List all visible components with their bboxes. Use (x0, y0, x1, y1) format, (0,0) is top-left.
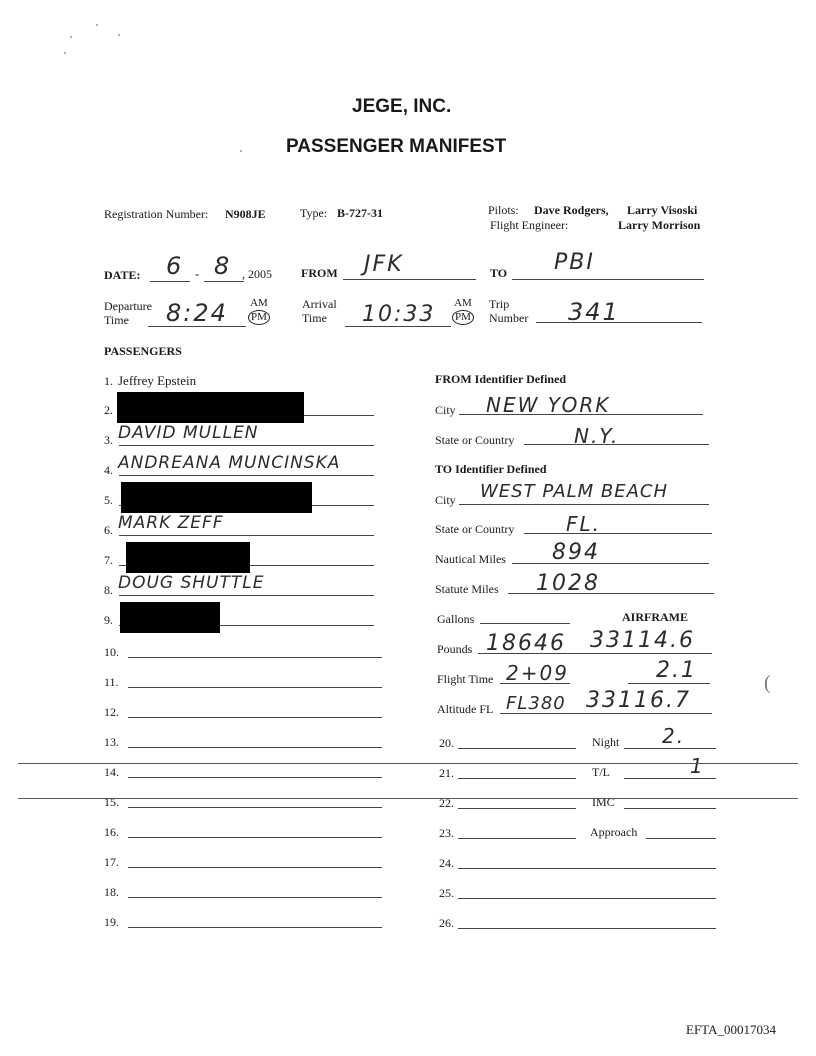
airframe-label: AIRFRAME (622, 610, 688, 624)
right-row-number: 22. (439, 796, 454, 810)
to-state-value: FL. (566, 512, 602, 536)
arrival-pm-circled: PM (452, 310, 474, 325)
departure-ampm (248, 297, 270, 325)
right-row-number: 21. (439, 766, 454, 780)
redaction-box (121, 482, 312, 513)
arrival-label-1: Arrival (302, 297, 337, 311)
passenger-number: 11. (104, 675, 119, 689)
scan-speck (240, 150, 242, 152)
to-state-label: State or Country (435, 522, 515, 536)
passenger-number: 7. (104, 553, 113, 567)
right-row-line (458, 868, 716, 869)
passenger-name: ANDREANA MUNCINSKA (118, 453, 341, 473)
right-row-number: 26. (439, 916, 454, 930)
right-row-label: T/L (592, 765, 610, 779)
bates-number: EFTA_00017034 (686, 1022, 776, 1037)
departure-label-1: Departure (104, 299, 152, 313)
altitude-airframe-value: 33116.7 (586, 688, 691, 713)
nautical-miles-value: 894 (552, 540, 600, 565)
to-identifier-heading: TO Identifier Defined (435, 462, 547, 476)
registration-value: N908JE (225, 207, 266, 221)
passenger-number: 18. (104, 885, 119, 899)
passenger-number: 4. (104, 463, 113, 477)
date-label: DATE: (104, 268, 141, 282)
scan-speck (70, 36, 72, 38)
scan-streak-line (18, 763, 798, 764)
passenger-line (128, 657, 382, 658)
passenger-number: 6. (104, 523, 113, 537)
date-year: , 2005 (242, 267, 272, 281)
right-row-value-line (624, 778, 716, 779)
departure-value: 8:24 (166, 299, 228, 327)
passenger-line (128, 777, 382, 778)
from-state-value: N.Y. (574, 424, 620, 448)
right-row-value-line (646, 838, 716, 839)
passenger-number: 8. (104, 583, 113, 597)
flight-engineer-label: Flight Engineer: (490, 218, 569, 232)
passenger-line (119, 445, 374, 446)
passenger-number: 19. (104, 915, 119, 929)
flight-time-label: Flight Time (437, 672, 494, 686)
passenger-name: Jeffrey Epstein (118, 373, 197, 388)
departure-pm-circled: PM (248, 310, 270, 325)
date-day-line (204, 281, 244, 282)
form-title: PASSENGER MANIFEST (286, 136, 507, 157)
from-city-value: NEW YORK (486, 393, 611, 417)
from-state-label: State or Country (435, 433, 515, 447)
flight-time-value: 2+09 (506, 661, 569, 685)
passenger-line (128, 717, 382, 718)
right-row-line (458, 778, 576, 779)
passengers-heading: PASSENGERS (104, 344, 182, 358)
to-line (512, 279, 704, 280)
passenger-number: 10. (104, 645, 119, 659)
right-row-line (458, 928, 716, 929)
passenger-name: DOUG SHUTTLE (118, 573, 265, 593)
statute-miles-value: 1028 (536, 571, 600, 596)
right-row-value-line (624, 808, 716, 809)
from-value: JFK (364, 252, 404, 277)
passenger-line (128, 747, 382, 748)
flight-engineer-value: Larry Morrison (618, 218, 701, 232)
from-city-label: City (435, 403, 456, 417)
date-month-value: 6 (166, 252, 184, 280)
stray-bracket-mark: ( (764, 672, 771, 694)
right-row-number: 24. (439, 856, 454, 870)
trip-label-1: Trip (489, 297, 510, 311)
passenger-line (119, 475, 374, 476)
passenger-number: 17. (104, 855, 119, 869)
passenger-number: 9. (104, 613, 113, 627)
altitude-label: Altitude FL (437, 702, 494, 716)
pounds-label: Pounds (437, 642, 473, 656)
pounds-value: 18646 (486, 631, 566, 656)
passenger-number: 16. (104, 825, 119, 839)
pounds-airframe-value: 33114.6 (590, 628, 695, 653)
to-label: TO (490, 266, 508, 280)
redaction-box (117, 392, 304, 423)
nautical-miles-label: Nautical Miles (435, 552, 506, 566)
passenger-number: 12. (104, 705, 119, 719)
right-row-value: 1 (690, 754, 705, 778)
to-state-line (524, 533, 712, 534)
arrival-value: 10:33 (362, 302, 436, 327)
redaction-box (120, 602, 220, 633)
passenger-name: DAVID MULLEN (118, 423, 259, 443)
right-row-line (458, 808, 576, 809)
right-row-label: Night (592, 735, 620, 749)
departure-label (104, 299, 152, 327)
flight-time-airframe-line (628, 683, 710, 684)
passenger-name: MARK ZEFF (118, 513, 224, 533)
right-row-number: 20. (439, 736, 454, 750)
scan-speck (96, 24, 98, 26)
trip-label (489, 297, 528, 325)
to-city-value: WEST PALM BEACH (480, 481, 669, 502)
pilot-2: Larry Visoski (627, 203, 698, 217)
passenger-line (128, 867, 382, 868)
arrival-label-2: Time (302, 311, 327, 325)
to-city-line (459, 504, 709, 505)
arrival-am: AM (454, 297, 472, 309)
nautical-miles-line (512, 563, 709, 564)
passenger-line (128, 927, 382, 928)
to-value: PBI (554, 250, 595, 275)
trip-value: 341 (568, 298, 620, 326)
right-row-label: IMC (592, 795, 615, 809)
passenger-number: 13. (104, 735, 119, 749)
trip-label-2: Number (489, 311, 529, 325)
type-label: Type: (300, 206, 328, 220)
altitude-value: FL380 (506, 693, 566, 714)
registration-label: Registration Number: (104, 207, 209, 221)
passenger-number: 14. (104, 765, 119, 779)
passenger-number: 15. (104, 795, 119, 809)
right-row-line (458, 898, 716, 899)
arrival-label (302, 297, 337, 325)
flight-time-airframe-value: 2.1 (656, 658, 697, 683)
gallons-line (480, 623, 570, 624)
date-month-line (150, 281, 190, 282)
passenger-number: 1. (104, 374, 113, 388)
right-row-line (458, 838, 576, 839)
scan-speck (118, 34, 120, 36)
from-line (343, 279, 476, 280)
right-row-value-line (624, 748, 716, 749)
statute-miles-label: Statute Miles (435, 582, 499, 596)
arrival-ampm (452, 297, 474, 325)
scan-streak-line (18, 798, 798, 799)
passenger-line (119, 535, 374, 536)
departure-am: AM (250, 297, 268, 309)
right-row-number: 23. (439, 826, 454, 840)
to-city-label: City (435, 493, 456, 507)
right-row-number: 25. (439, 886, 454, 900)
right-row-value: 2. (662, 724, 686, 748)
from-identifier-heading: FROM Identifier Defined (435, 372, 567, 386)
passenger-line (128, 687, 382, 688)
passenger-number: 2. (104, 403, 113, 417)
departure-label-2: Time (104, 313, 129, 327)
pilot-1: Dave Rodgers, (534, 203, 609, 217)
right-row-label: Approach (590, 825, 638, 839)
redaction-box (126, 542, 250, 573)
from-label: FROM (301, 266, 338, 280)
date-day-value: 8 (214, 252, 232, 280)
gallons-label: Gallons (437, 612, 475, 626)
right-row-line (458, 748, 576, 749)
passenger-line (128, 837, 382, 838)
type-value: B-727-31 (337, 206, 383, 220)
passenger-line (119, 595, 374, 596)
passenger-number: 5. (104, 493, 113, 507)
passenger-line (128, 807, 382, 808)
date-separator: - (195, 266, 200, 281)
pilots-label: Pilots: (488, 203, 519, 217)
passenger-number: 3. (104, 433, 113, 447)
company-name: JEGE, INC. (352, 96, 452, 117)
passenger-line (128, 897, 382, 898)
scan-speck (64, 52, 66, 54)
